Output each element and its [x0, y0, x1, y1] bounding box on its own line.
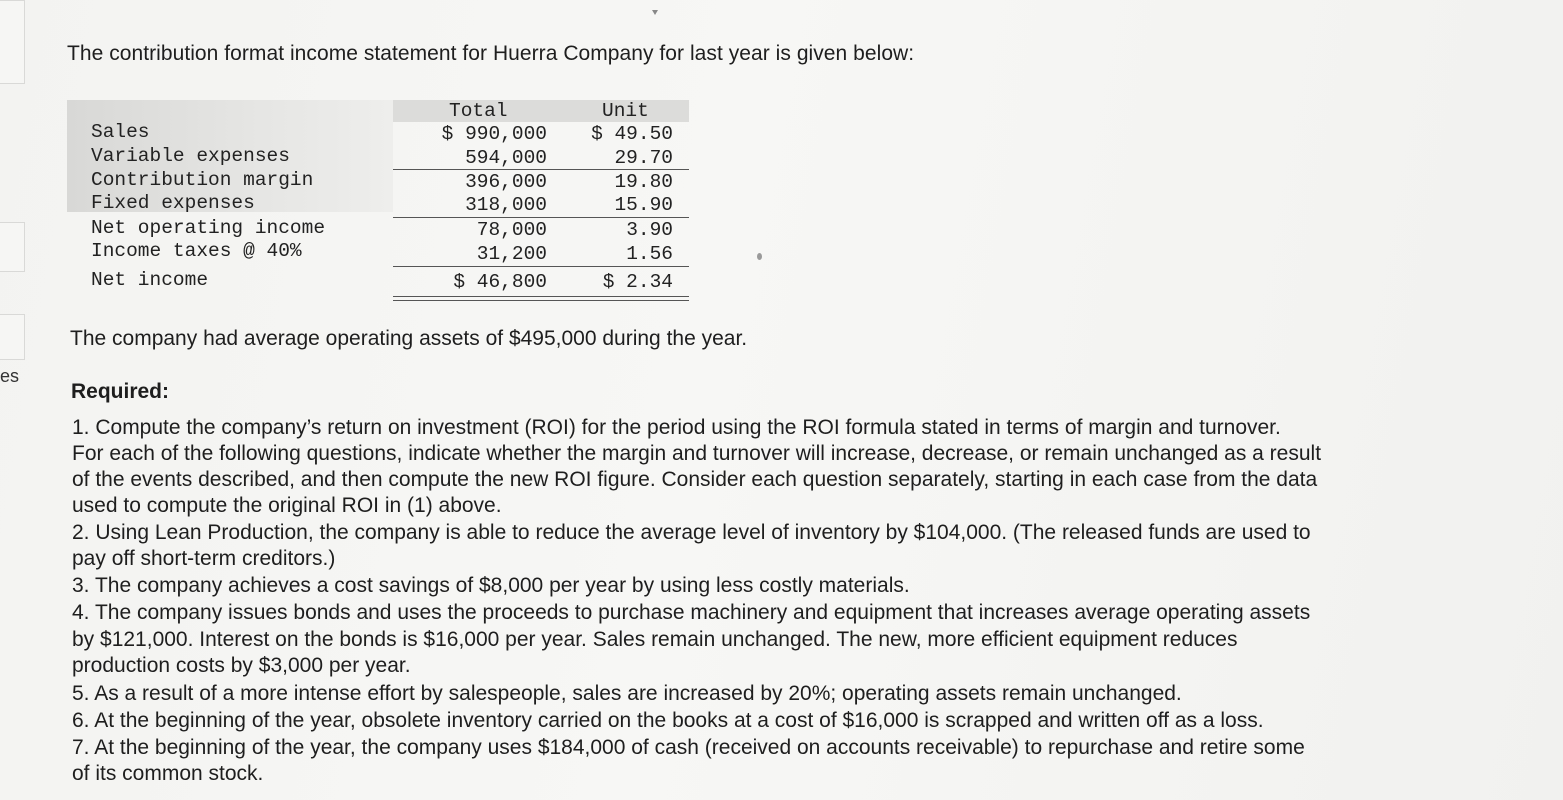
- cell-total-sales: $ 990,000: [441, 123, 547, 145]
- row-label-net-operating-income: Net operating income: [91, 217, 326, 239]
- required-heading: Required:: [71, 380, 170, 403]
- cell-total-income-taxes: 31,200: [476, 243, 547, 265]
- required-line: 2. Using Lean Production, the company is able to reduce the average level of inventory by $104,000. (The released funds are used to: [72, 521, 1311, 544]
- row-label-fixed-expenses: Fixed expenses: [91, 192, 255, 214]
- row-label-contribution-margin: Contribution margin: [91, 169, 314, 191]
- required-line: used to compute the original ROI in (1) above.: [72, 494, 502, 517]
- required-line: 3. The company achieves a cost savings of $8,000 per year by using less costly materials.: [72, 574, 910, 597]
- cell-unit-net-operating-income: 3.90: [626, 219, 673, 241]
- row-label-sales: Sales: [91, 121, 150, 143]
- required-line: production costs by $3,000 per year.: [72, 654, 411, 677]
- income-statement-table: [67, 100, 692, 304]
- cell-unit-fixed-expenses: 15.90: [614, 194, 673, 216]
- cell-unit-contribution-margin: 19.80: [614, 171, 673, 193]
- average-assets-note: The company had average operating assets of $495,000 during the year.: [70, 327, 748, 350]
- cell-total-net-operating-income: 78,000: [476, 219, 547, 241]
- required-line: 5. As a result of a more intense effort by salespeople, sales are increased by 20%; operating assets remain unchanged.: [72, 682, 1182, 705]
- cell-unit-income-taxes: 1.56: [626, 243, 673, 265]
- cursor-dot: [757, 253, 762, 260]
- left-panel-box: [0, 0, 25, 84]
- cell-unit-variable-expenses: 29.70: [614, 147, 673, 169]
- header-unit: Unit: [602, 100, 649, 122]
- left-panel-box: [0, 314, 25, 360]
- left-panel-edge: [0, 0, 24, 800]
- header-total: Total: [449, 100, 508, 122]
- cell-total-variable-expenses: 594,000: [465, 147, 547, 169]
- left-edge-text: es: [0, 366, 20, 386]
- cell-total-contribution-margin: 396,000: [465, 171, 547, 193]
- required-line: 1. Compute the company’s return on investment (ROI) for the period using the ROI formula stated in terms of margin and turnover.: [72, 416, 1281, 439]
- left-panel-box: [0, 222, 25, 272]
- cell-unit-sales: $ 49.50: [591, 123, 673, 145]
- row-label-variable-expenses: Variable expenses: [91, 145, 290, 167]
- required-line: 7. At the beginning of the year, the company uses $184,000 of cash (received on accounts receivable) to repurchase and retire some: [72, 736, 1305, 759]
- required-line: by $121,000. Interest on the bonds is $16,000 per year. Sales remain unchanged. The new, more efficient equipment reduces: [72, 628, 1238, 651]
- required-line: of the events described, and then compute the new ROI figure. Consider each question separately, starting in each case from the data: [72, 468, 1318, 491]
- caret-down-icon: [652, 10, 658, 15]
- cell-total-fixed-expenses: 318,000: [465, 194, 547, 216]
- required-line: 4. The company issues bonds and uses the proceeds to purchase machinery and equipment that increases average operating assets: [72, 601, 1311, 624]
- required-line: of its common stock.: [72, 762, 264, 785]
- cell-total-net-income: $ 46,800: [453, 271, 547, 293]
- subtotal-rule: [393, 266, 689, 267]
- row-label-income-taxes: Income taxes @ 40%: [91, 240, 302, 262]
- row-label-net-income: Net income: [91, 269, 209, 291]
- required-line: For each of the following questions, indicate whether the margin and turnover will increase, decrease, or remain unchanged as a result: [72, 442, 1322, 465]
- required-line: 6. At the beginning of the year, obsolete inventory carried on the books at a cost of $16,000 is scrapped and written off as a loss.: [72, 709, 1264, 732]
- total-double-rule: [393, 296, 689, 301]
- intro-text: The contribution format income statement for Huerra Company for last year is given below:: [67, 42, 915, 65]
- cell-unit-net-income: $ 2.34: [602, 271, 673, 293]
- required-line: pay off short-term creditors.): [72, 547, 336, 570]
